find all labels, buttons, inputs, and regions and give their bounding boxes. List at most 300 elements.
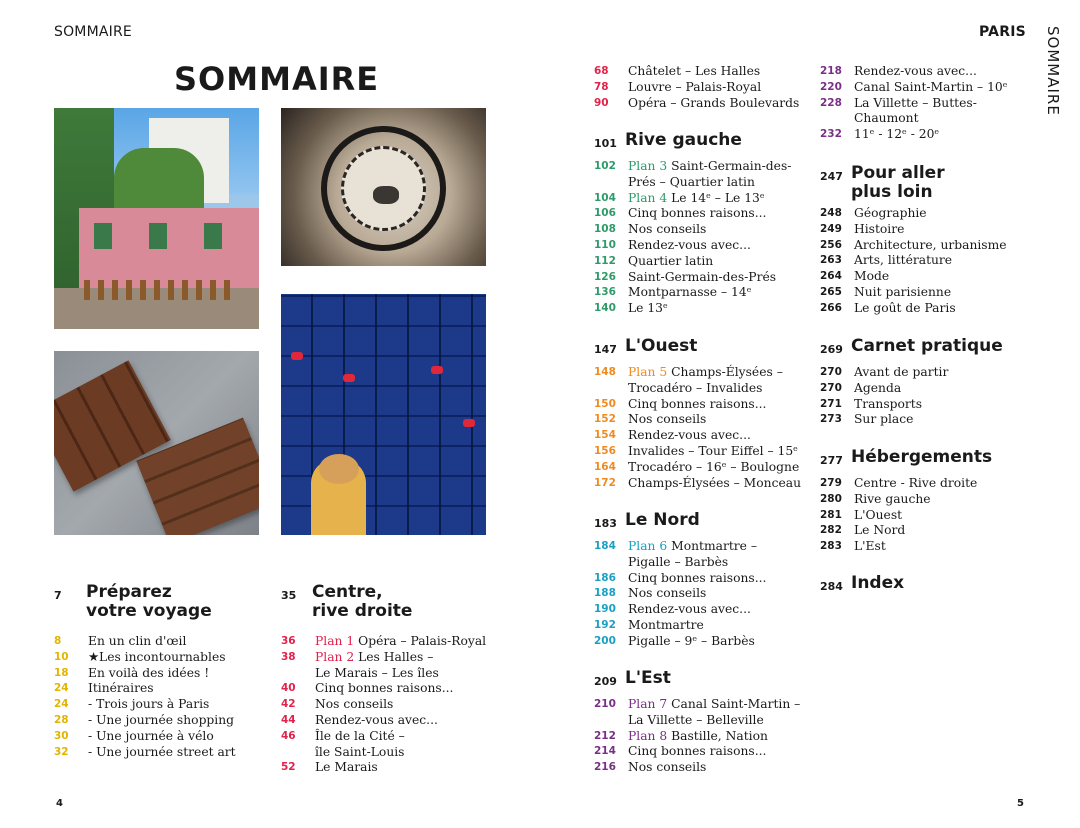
toc-entry-text xyxy=(628,428,751,444)
toc-entry-label: Agenda xyxy=(854,380,902,395)
toc-entry-label: Montmartre – xyxy=(667,539,757,553)
toc-entry-page: 216 xyxy=(594,761,616,774)
toc-entry-page: 102 xyxy=(594,160,616,172)
toc-entry-text xyxy=(628,96,799,112)
toc-entry[interactable] xyxy=(820,253,1046,269)
toc-entry[interactable] xyxy=(594,159,820,175)
toc-entry-text xyxy=(628,444,798,460)
toc-entry-page: 279 xyxy=(820,477,842,489)
toc-entry-text xyxy=(854,539,886,555)
toc-entry-page: 214 xyxy=(594,745,616,758)
toc-entry-text xyxy=(854,412,913,428)
toc-entry-page: 136 xyxy=(594,286,616,299)
toc-entry[interactable] xyxy=(594,412,820,428)
toc-entry-text xyxy=(88,650,226,666)
section-nord-page-number: 183 xyxy=(594,517,617,530)
toc-entry[interactable] xyxy=(594,444,820,460)
toc-entry[interactable] xyxy=(281,729,507,745)
toc-entry-label: Le goût de Paris xyxy=(854,300,956,315)
toc-entry-page: 172 xyxy=(594,476,616,489)
toc-entry-label: Nos conseils xyxy=(628,586,707,601)
toc-entry-text xyxy=(854,301,956,317)
toc-entry[interactable] xyxy=(594,365,820,381)
toc-entry[interactable] xyxy=(594,729,820,745)
toc-entry-label: Montparnasse – 14ᵉ xyxy=(628,285,752,300)
toc-entry-page: 36 xyxy=(281,635,296,647)
toc-entry-label: Nos conseils xyxy=(628,760,707,775)
toc-entry-text xyxy=(315,681,453,697)
toc-entry[interactable] xyxy=(820,285,1046,301)
toc-entry[interactable] xyxy=(820,365,1046,381)
section-hebergements-title[interactable]: Hébergements xyxy=(851,447,993,467)
toc-entry-page: 140 xyxy=(594,302,616,315)
toc-entry-text xyxy=(628,539,757,555)
toc-entry-label: Nos conseils xyxy=(315,697,394,712)
toc-entry[interactable] xyxy=(594,191,820,207)
toc-entry-page: 218 xyxy=(820,65,842,77)
section-plus_loin-title[interactable]: Pour aller plus loin xyxy=(851,163,945,202)
toc-entry-label: Canal Saint-Martin – xyxy=(667,697,801,711)
toc-entry-label: En voilà des idées ! xyxy=(88,665,210,680)
toc-entry[interactable] xyxy=(594,254,820,270)
toc-entry-label: Architecture, urbanisme xyxy=(854,237,1007,252)
toc-entry-plan-label: Plan 1 xyxy=(315,634,355,648)
toc-entry-label: Rendez-vous avec... xyxy=(628,602,751,617)
toc-entry-label: Histoire xyxy=(854,221,905,236)
toc-entry-label: - Une journée à vélo xyxy=(88,728,214,743)
toc-entry-page: 30 xyxy=(54,729,69,742)
toc-entry-page: 281 xyxy=(820,508,842,521)
toc-entry-text xyxy=(315,697,393,713)
toc-entry-page: 68 xyxy=(594,65,609,77)
toc-entry[interactable] xyxy=(281,760,507,776)
toc-entry-label: Quartier latin xyxy=(628,253,714,268)
running-head-left: SOMMAIRE xyxy=(54,24,132,40)
toc-entry[interactable] xyxy=(594,381,820,397)
section-plus_loin-page-number: 247 xyxy=(820,170,843,183)
toc-entry[interactable] xyxy=(594,206,820,222)
toc-entry[interactable] xyxy=(820,269,1046,285)
toc-entry-label: Sur place xyxy=(854,412,914,427)
toc-entry-page: 44 xyxy=(281,714,296,726)
section-hebergements-page-number: 277 xyxy=(820,454,843,467)
toc-entry-page: 106 xyxy=(594,207,616,220)
toc-entry[interactable] xyxy=(281,666,507,682)
toc-entry-label: Arts, littérature xyxy=(854,253,953,268)
section-carnet-page-number: 269 xyxy=(820,343,843,356)
toc-entry-label: Rendez-vous avec... xyxy=(628,238,751,252)
toc-entry-label: Rendez-vous avec... xyxy=(315,713,438,727)
page-title: SOMMAIRE xyxy=(174,60,380,98)
toc-entry-label: Nuit parisienne xyxy=(854,285,952,299)
toc-entry-text xyxy=(628,270,776,286)
toc-entry[interactable] xyxy=(594,428,820,444)
toc-entry-text xyxy=(854,365,948,381)
toc-entry-text xyxy=(315,634,486,650)
toc-entry[interactable] xyxy=(594,555,820,571)
toc-entry-label: Le Nord xyxy=(854,523,906,538)
toc-entry[interactable] xyxy=(281,681,507,697)
toc-entry[interactable] xyxy=(820,222,1046,238)
toc-entry-plan-label: Plan 5 xyxy=(628,365,668,379)
toc-entry-page: 112 xyxy=(594,254,616,267)
toc-entry[interactable] xyxy=(281,634,507,650)
toc-entry-plan-label: Plan 6 xyxy=(628,539,668,553)
toc-entry-text xyxy=(628,602,751,618)
toc-entry-page: 263 xyxy=(820,254,842,267)
toc-entry[interactable] xyxy=(54,745,280,761)
toc-entry[interactable] xyxy=(594,397,820,413)
toc-entry-page: 24 xyxy=(54,698,69,711)
toc-entry-text xyxy=(315,760,378,776)
toc-entry-page: 283 xyxy=(820,540,842,553)
toc-entry-text xyxy=(88,729,214,745)
toc-entry[interactable] xyxy=(594,571,820,587)
toc-entry[interactable] xyxy=(594,744,820,760)
toc-entry-page: 156 xyxy=(594,445,616,457)
toc-entry-page: 46 xyxy=(281,729,296,742)
toc-entry-text xyxy=(88,745,236,761)
toc-entry[interactable] xyxy=(594,270,820,286)
toc-entry[interactable] xyxy=(820,476,1046,492)
toc-entry-label: L'Ouest xyxy=(854,507,903,522)
toc-entry-text xyxy=(628,80,761,96)
toc-entry-text xyxy=(88,634,186,650)
toc-entry-text xyxy=(628,64,760,80)
toc-entry[interactable] xyxy=(594,539,820,555)
toc-entry-text xyxy=(854,508,902,524)
section-index-page-number: 284 xyxy=(820,580,843,593)
toc-entry[interactable] xyxy=(594,634,820,650)
toc-entry-page: 10 xyxy=(54,650,69,663)
toc-entry[interactable] xyxy=(281,745,507,761)
toc-entry-text xyxy=(628,555,728,571)
toc-entry-page: 232 xyxy=(820,128,842,141)
toc-entry[interactable] xyxy=(594,713,820,729)
toc-entry-label: Rive gauche xyxy=(854,491,931,506)
toc-entry-text xyxy=(628,175,755,191)
toc-entry-text xyxy=(628,191,765,207)
toc-entry-label: Cinq bonnes raisons... xyxy=(315,681,454,696)
toc-entry-label: Opéra – Palais-Royal xyxy=(354,634,487,648)
toc-entry-text xyxy=(628,365,783,381)
toc-entry-plan-label: Plan 3 xyxy=(628,159,668,173)
photo-pink-cafe-montmartre xyxy=(54,108,259,329)
toc-entry[interactable] xyxy=(594,618,820,634)
toc-entry-label: Chaumont xyxy=(854,111,919,126)
toc-entry-label: Transports xyxy=(854,396,923,411)
toc-entry-text xyxy=(854,381,901,397)
toc-entry-page: 78 xyxy=(594,80,609,93)
section-centre-title[interactable]: Centre, rive droite xyxy=(312,582,413,621)
toc-entry-label: Avant de partir xyxy=(854,365,949,379)
toc-entry-text xyxy=(628,697,800,713)
toc-entry[interactable] xyxy=(820,111,1046,127)
toc-entry-label: Rendez-vous avec... xyxy=(854,64,977,78)
toc-entry-text xyxy=(854,238,1007,254)
toc-entry-page: 282 xyxy=(820,524,842,537)
toc-entry-label: Invalides – Tour Eiffel – 15ᵉ xyxy=(628,444,798,458)
toc-entry[interactable] xyxy=(820,397,1046,413)
toc-entry-text xyxy=(628,586,706,602)
toc-entry-page: 280 xyxy=(820,492,842,505)
toc-entry-text xyxy=(628,301,668,317)
toc-entry-plan-label: Plan 8 xyxy=(628,728,668,743)
toc-entry-page: 270 xyxy=(820,381,842,394)
toc-entry-page: 52 xyxy=(281,761,296,774)
toc-entry[interactable] xyxy=(54,650,280,666)
toc-entry-text xyxy=(88,697,209,713)
toc-entry-text xyxy=(628,159,791,175)
section-ouest-title[interactable]: L'Ouest xyxy=(625,336,698,356)
toc-entry-label: Nos conseils xyxy=(628,412,707,427)
toc-entry[interactable] xyxy=(281,697,507,713)
toc-entry-text xyxy=(854,269,889,285)
toc-entry-page: 265 xyxy=(820,286,842,298)
toc-entry-text xyxy=(628,618,704,634)
toc-entry[interactable] xyxy=(594,238,820,254)
toc-entry-page: 40 xyxy=(281,682,296,695)
toc-entry-label: Rendez-vous avec... xyxy=(628,428,751,443)
toc-entry-label: Pigalle – Barbès xyxy=(628,554,729,569)
toc-entry-page: 110 xyxy=(594,239,616,251)
toc-entry-text xyxy=(628,285,751,301)
photo-wall-of-love xyxy=(281,294,486,535)
toc-entry-label: Les Halles – xyxy=(354,649,434,664)
toc-entry-text xyxy=(315,666,439,682)
toc-entry-page: 164 xyxy=(594,460,616,473)
section-nord-title[interactable]: Le Nord xyxy=(625,510,700,530)
toc-entry-label: Champs-Élysées – Monceau xyxy=(628,475,801,490)
toc-entry-label: Canal Saint-Martin – 10ᵉ xyxy=(854,79,1008,94)
toc-entry-page: 271 xyxy=(820,397,842,410)
toc-entry[interactable] xyxy=(820,523,1046,539)
toc-entry[interactable] xyxy=(54,681,280,697)
toc-entry-page: 266 xyxy=(820,301,842,314)
toc-entry-label: Le Marais xyxy=(315,760,378,775)
toc-entry[interactable] xyxy=(594,222,820,238)
toc-entry-label: Géographie xyxy=(854,206,927,220)
toc-entry-page: 28 xyxy=(54,714,69,726)
toc-entry-page: 8 xyxy=(54,635,62,647)
toc-entry-label: ★Les incontournables xyxy=(88,649,226,664)
toc-entry-page: 184 xyxy=(594,540,616,552)
toc-entry-text xyxy=(854,111,919,127)
toc-entry-plan-label: Plan 2 xyxy=(315,649,355,664)
section-est-title[interactable]: L'Est xyxy=(625,668,671,688)
toc-entry-text xyxy=(628,729,768,745)
toc-entry-label: - Une journée shopping xyxy=(88,713,235,727)
toc-entry-text xyxy=(854,397,922,413)
toc-entry-text xyxy=(854,285,951,301)
toc-entry[interactable] xyxy=(820,381,1046,397)
toc-entry[interactable] xyxy=(281,713,507,729)
toc-entry-page: 104 xyxy=(594,191,616,204)
toc-entry-page: 42 xyxy=(281,698,296,711)
toc-entry[interactable] xyxy=(820,412,1046,428)
toc-entry-text xyxy=(854,127,939,143)
toc-entry-page: 190 xyxy=(594,603,616,616)
toc-entry[interactable] xyxy=(820,64,1046,80)
toc-entry-page: 200 xyxy=(594,634,616,647)
toc-entry-label: Saint-Germain-des-Prés xyxy=(628,269,777,284)
toc-entry-text xyxy=(628,397,766,413)
toc-entry-label: Itinéraires xyxy=(88,681,154,696)
toc-entry-label: Châtelet – Les Halles xyxy=(628,64,761,78)
toc-entry-label: Le 13ᵉ xyxy=(628,301,668,316)
section-rive_gauche-title[interactable]: Rive gauche xyxy=(625,130,742,150)
toc-entry-page: 192 xyxy=(594,619,616,631)
toc-entry[interactable] xyxy=(820,80,1046,96)
toc-entry-text xyxy=(628,206,766,222)
toc-entry-label: - Trois jours à Paris xyxy=(88,697,210,712)
toc-entry-label: Cinq bonnes raisons... xyxy=(628,396,767,411)
toc-entry[interactable] xyxy=(594,64,820,80)
toc-entry[interactable] xyxy=(281,650,507,666)
toc-entry-label: Champs-Élysées – xyxy=(667,365,783,379)
photo-spiral-staircase xyxy=(281,108,486,266)
toc-entry-label: L'Est xyxy=(854,539,886,554)
toc-entry[interactable] xyxy=(54,697,280,713)
section-index-title[interactable]: Index xyxy=(851,573,905,593)
toc-entry-text xyxy=(628,634,755,650)
toc-entry-page: 270 xyxy=(820,366,842,378)
folio-left: 4 xyxy=(56,798,63,809)
toc-entry[interactable] xyxy=(820,301,1046,317)
toc-entry-page: 18 xyxy=(54,666,69,679)
toc-entry[interactable] xyxy=(594,586,820,602)
toc-entry-text xyxy=(315,713,438,729)
toc-entry-label: Le 14ᵉ – Le 13ᵉ xyxy=(667,190,765,205)
toc-entry-label: Mode xyxy=(854,269,890,284)
toc-entry-label: Montmartre xyxy=(628,618,704,632)
toc-entry-text xyxy=(854,222,904,238)
toc-entry[interactable] xyxy=(594,760,820,776)
toc-entry-text xyxy=(315,650,433,666)
toc-entry-page: 212 xyxy=(594,729,616,742)
toc-entry-page: 32 xyxy=(54,745,69,758)
running-head-right: PARIS xyxy=(979,24,1026,40)
toc-entry-text xyxy=(88,666,209,682)
toc-entry-text xyxy=(628,760,706,776)
toc-entry-text xyxy=(854,80,1008,96)
toc-entry-text xyxy=(628,476,801,492)
toc-entry-text xyxy=(854,206,927,222)
toc-entry-label: Opéra – Grands Boulevards xyxy=(628,95,800,110)
toc-entry[interactable] xyxy=(594,697,820,713)
toc-entry[interactable] xyxy=(594,80,820,96)
toc-entry[interactable] xyxy=(594,96,820,112)
toc-entry-text xyxy=(854,96,977,112)
side-tab-label: SOMMAIRE xyxy=(1044,26,1062,116)
toc-entry[interactable] xyxy=(594,301,820,317)
toc-entry-page: 188 xyxy=(594,587,616,600)
toc-entry-text xyxy=(628,254,713,270)
toc-entry-page: 228 xyxy=(820,96,842,109)
toc-entry[interactable] xyxy=(54,634,280,650)
toc-entry[interactable] xyxy=(820,238,1046,254)
section-prepare-title[interactable]: Préparez votre voyage xyxy=(86,582,212,621)
toc-entry-text xyxy=(854,492,931,508)
toc-entry-page: 148 xyxy=(594,366,616,378)
toc-entry-label: Nos conseils xyxy=(628,222,707,237)
toc-entry[interactable] xyxy=(820,508,1046,524)
toc-entry-label: île Saint-Louis xyxy=(315,744,405,759)
photo-chocolate-bars xyxy=(54,351,259,535)
toc-entry-plan-label: Plan 4 xyxy=(628,190,668,205)
toc-entry-page: 186 xyxy=(594,571,616,584)
toc-entry[interactable] xyxy=(820,539,1046,555)
toc-entry-text xyxy=(628,744,766,760)
toc-entry-text xyxy=(88,713,234,729)
toc-entry-label: Trocadéro – Invalides xyxy=(628,380,763,395)
toc-entry-page: 210 xyxy=(594,698,616,710)
section-centre-page-number: 35 xyxy=(281,589,297,602)
toc-entry-label: 11ᵉ - 12ᵉ - 20ᵉ xyxy=(854,127,940,142)
section-prepare-page-number: 7 xyxy=(54,589,62,602)
toc-entry-label: Centre - Rive droite xyxy=(854,476,978,490)
toc-entry-page: 248 xyxy=(820,207,842,219)
toc-entry-page: 90 xyxy=(594,96,609,109)
toc-entry[interactable] xyxy=(594,476,820,492)
toc-entry[interactable] xyxy=(820,206,1046,222)
toc-entry[interactable] xyxy=(594,285,820,301)
toc-entry[interactable] xyxy=(594,175,820,191)
toc-entry-page: 108 xyxy=(594,223,616,236)
toc-entry[interactable] xyxy=(54,713,280,729)
toc-entry-label: Bastille, Nation xyxy=(667,728,768,743)
toc-entry-page: 220 xyxy=(820,80,842,93)
toc-entry[interactable] xyxy=(820,127,1046,143)
toc-entry-page: 24 xyxy=(54,682,69,695)
section-ouest-page-number: 147 xyxy=(594,343,617,356)
toc-entry[interactable] xyxy=(594,460,820,476)
toc-entry-text xyxy=(628,222,706,238)
toc-entry-label: Cinq bonnes raisons... xyxy=(628,570,767,585)
folio-right: 5 xyxy=(1017,798,1024,809)
toc-entry-text xyxy=(854,253,952,269)
toc-entry-page: 126 xyxy=(594,270,616,283)
toc-entry-label: Prés – Quartier latin xyxy=(628,174,755,189)
toc-entry-label: Saint-Germain-des- xyxy=(667,159,792,173)
toc-entry[interactable] xyxy=(54,666,280,682)
toc-entry-plan-label: Plan 7 xyxy=(628,697,668,711)
toc-entry-text xyxy=(854,64,977,80)
toc-entry-page: 264 xyxy=(820,270,842,283)
toc-entry[interactable] xyxy=(820,492,1046,508)
toc-entry-page: 38 xyxy=(281,650,296,663)
toc-entry-text xyxy=(854,476,977,492)
toc-entry-page: 273 xyxy=(820,413,842,426)
toc-entry[interactable] xyxy=(820,96,1046,112)
toc-entry-text xyxy=(88,681,154,697)
toc-entry[interactable] xyxy=(594,602,820,618)
toc-entry-label: La Villette – Buttes- xyxy=(854,95,977,110)
section-est-page-number: 209 xyxy=(594,675,617,688)
toc-entry-label: Louvre – Palais-Royal xyxy=(628,79,762,94)
section-carnet-title[interactable]: Carnet pratique xyxy=(851,336,1003,356)
toc-entry[interactable] xyxy=(54,729,280,745)
toc-entry-text xyxy=(628,412,706,428)
toc-entry-label: Le Marais – Les îles xyxy=(315,665,439,680)
toc-entry-page: 249 xyxy=(820,222,842,235)
toc-entry-page: 152 xyxy=(594,413,616,426)
toc-entry-text xyxy=(628,713,764,729)
toc-entry-text xyxy=(854,523,905,539)
toc-entry-page: 150 xyxy=(594,397,616,410)
toc-entry-label: La Villette – Belleville xyxy=(628,712,764,727)
toc-entry-label: - Une journée street art xyxy=(88,744,236,759)
